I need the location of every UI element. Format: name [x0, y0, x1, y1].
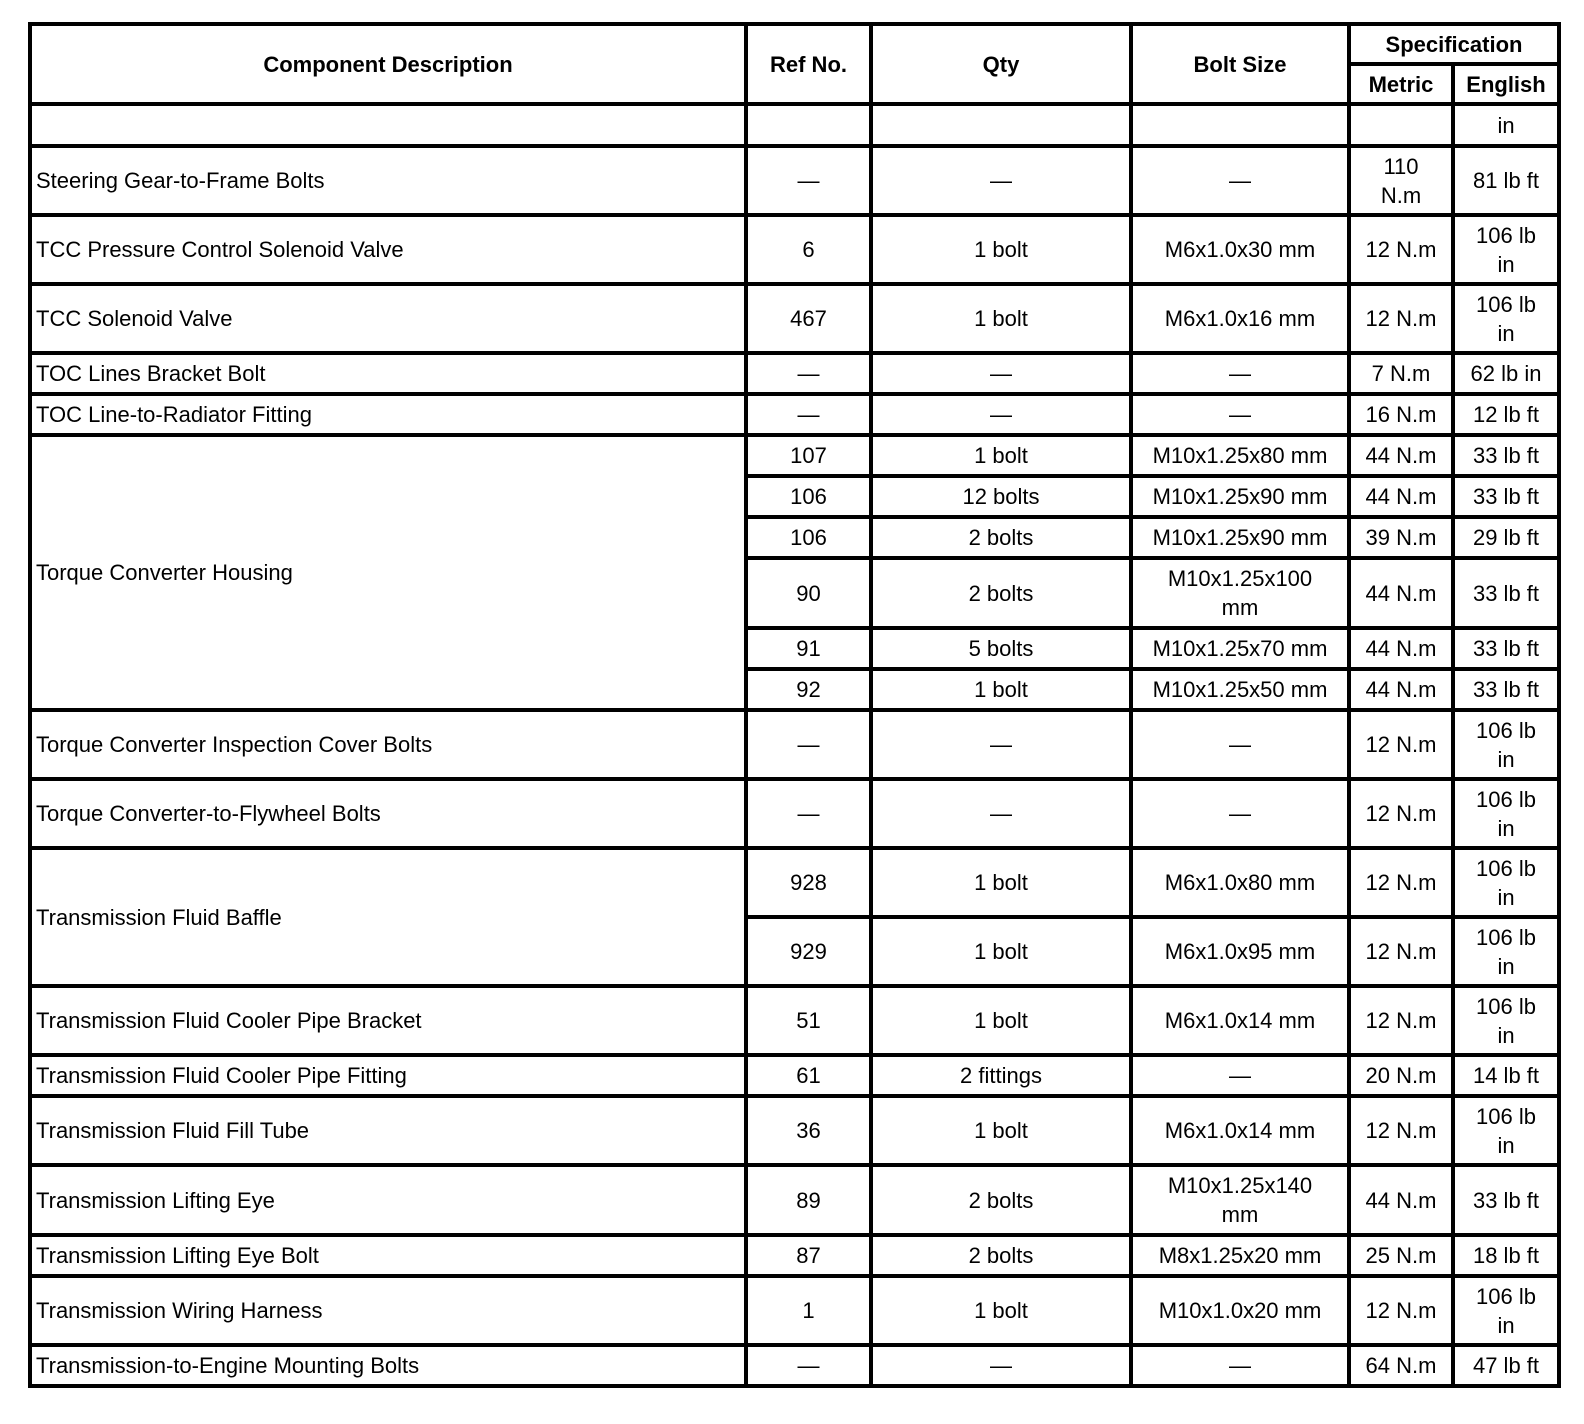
cell-ref: — [746, 353, 871, 394]
cell-metric: 7 N.m [1349, 353, 1453, 394]
cell-metric: 12 N.m [1349, 779, 1453, 848]
table-row [30, 394, 1559, 435]
table-row [30, 104, 1559, 146]
cell-description: Transmission Fluid Cooler Pipe Fitting [30, 1055, 746, 1096]
table-row [30, 1096, 1559, 1165]
cell-metric: 12 N.m [1349, 1276, 1453, 1345]
cell-ref: 929 [746, 917, 871, 986]
cell-english: 12 lb ft [1453, 394, 1559, 435]
cell-qty: 1 bolt [871, 917, 1131, 986]
cell-ref: 51 [746, 986, 871, 1055]
cell-ref: — [746, 1345, 871, 1386]
cell-bolt-size: M6x1.0x95 mm [1131, 917, 1349, 986]
cell-bolt-size: — [1131, 146, 1349, 215]
cell-english: 33 lb ft [1453, 476, 1559, 517]
cell-metric: 12 N.m [1349, 986, 1453, 1055]
table-row [30, 986, 1559, 1055]
cell-ref: 91 [746, 628, 871, 669]
cell-description: Transmission Fluid Baffle [30, 848, 746, 986]
table-row [30, 710, 1559, 779]
cell-english: 62 lb in [1453, 353, 1559, 394]
header-ref-no: Ref No. [746, 24, 871, 104]
header-qty: Qty [871, 24, 1131, 104]
cell-bolt-size: — [1131, 353, 1349, 394]
cell-qty: 1 bolt [871, 986, 1131, 1055]
cell-english: 14 lb ft [1453, 1055, 1559, 1096]
cell-qty: 2 bolts [871, 1165, 1131, 1235]
cell-qty: 2 bolts [871, 1235, 1131, 1276]
cell-description: Torque Converter Housing [30, 435, 746, 710]
cell-description: Steering Gear-to-Frame Bolts [30, 146, 746, 215]
cell-metric: 39 N.m [1349, 517, 1453, 558]
cell-qty: 1 bolt [871, 284, 1131, 353]
cell-bolt-size: M10x1.25x90 mm [1131, 476, 1349, 517]
cell-english: 33 lb ft [1453, 435, 1559, 476]
cell-ref: 36 [746, 1096, 871, 1165]
torque-spec-table-container [28, 22, 1561, 1388]
cell-metric: 12 N.m [1349, 848, 1453, 917]
cell-ref: — [746, 394, 871, 435]
cell-bolt-size: M6x1.0x30 mm [1131, 215, 1349, 284]
cell-description: Torque Converter Inspection Cover Bolts [30, 710, 746, 779]
cell-ref: — [746, 146, 871, 215]
cell-ref: 61 [746, 1055, 871, 1096]
cell-qty: 1 bolt [871, 215, 1131, 284]
cell-metric: 20 N.m [1349, 1055, 1453, 1096]
cell-description: TOC Line-to-Radiator Fitting [30, 394, 746, 435]
header-row-top [30, 24, 1559, 64]
cell-qty: 2 bolts [871, 517, 1131, 558]
cell-description: Transmission Lifting Eye [30, 1165, 746, 1235]
table-row [30, 1165, 1559, 1235]
cell-english: 106 lb in [1453, 848, 1559, 917]
cell-metric: 44 N.m [1349, 476, 1453, 517]
table-row [30, 284, 1559, 353]
cell-ref: 107 [746, 435, 871, 476]
cell-qty: 2 fittings [871, 1055, 1131, 1096]
cell-metric: 44 N.m [1349, 558, 1453, 628]
cell-qty: — [871, 146, 1131, 215]
cell-english: 81 lb ft [1453, 146, 1559, 215]
cell-english: 106 lb in [1453, 215, 1559, 284]
cell-english: in [1453, 104, 1559, 146]
cell-english: 106 lb in [1453, 1096, 1559, 1165]
cell-description: TCC Pressure Control Solenoid Valve [30, 215, 746, 284]
cell-bolt-size: M10x1.25x100 mm [1131, 558, 1349, 628]
cell-description: TOC Lines Bracket Bolt [30, 353, 746, 394]
header-component-description: Component Description [30, 24, 746, 104]
cell-qty: 1 bolt [871, 1096, 1131, 1165]
cell-ref: — [746, 779, 871, 848]
header-english: English [1453, 64, 1559, 104]
cell-english: 18 lb ft [1453, 1235, 1559, 1276]
cell-english: 106 lb in [1453, 284, 1559, 353]
cell-qty: — [871, 779, 1131, 848]
cell-bolt-size: M8x1.25x20 mm [1131, 1235, 1349, 1276]
cell-description: Transmission Lifting Eye Bolt [30, 1235, 746, 1276]
table-row [30, 1235, 1559, 1276]
cell-bolt-size: M6x1.0x14 mm [1131, 986, 1349, 1055]
cell-description: Torque Converter-to-Flywheel Bolts [30, 779, 746, 848]
cell-description: TCC Solenoid Valve [30, 284, 746, 353]
cell-ref: 6 [746, 215, 871, 284]
cell-qty: 1 bolt [871, 848, 1131, 917]
cell-metric: 12 N.m [1349, 1096, 1453, 1165]
cell-description: Transmission Wiring Harness [30, 1276, 746, 1345]
cell-qty: — [871, 353, 1131, 394]
cell-english: 106 lb in [1453, 710, 1559, 779]
cell-metric [1349, 104, 1453, 146]
cell-qty [871, 104, 1131, 146]
table-row [30, 779, 1559, 848]
cell-qty: 1 bolt [871, 435, 1131, 476]
table-row [30, 353, 1559, 394]
cell-metric: 44 N.m [1349, 669, 1453, 710]
cell-ref: 89 [746, 1165, 871, 1235]
cell-metric: 110 N.m [1349, 146, 1453, 215]
cell-english: 33 lb ft [1453, 558, 1559, 628]
cell-english: 29 lb ft [1453, 517, 1559, 558]
cell-bolt-size: — [1131, 710, 1349, 779]
cell-description: Transmission Fluid Fill Tube [30, 1096, 746, 1165]
cell-ref: 928 [746, 848, 871, 917]
cell-metric: 12 N.m [1349, 215, 1453, 284]
cell-english: 33 lb ft [1453, 1165, 1559, 1235]
cell-qty: 1 bolt [871, 669, 1131, 710]
cell-metric: 44 N.m [1349, 628, 1453, 669]
cell-description [30, 104, 746, 146]
table-row [30, 1345, 1559, 1386]
cell-english: 106 lb in [1453, 779, 1559, 848]
cell-qty: 5 bolts [871, 628, 1131, 669]
cell-bolt-size: — [1131, 1345, 1349, 1386]
cell-qty: — [871, 394, 1131, 435]
cell-metric: 12 N.m [1349, 284, 1453, 353]
cell-english: 47 lb ft [1453, 1345, 1559, 1386]
cell-ref: 106 [746, 517, 871, 558]
cell-ref [746, 104, 871, 146]
cell-ref: 467 [746, 284, 871, 353]
cell-bolt-size: M10x1.25x140 mm [1131, 1165, 1349, 1235]
cell-english: 106 lb in [1453, 986, 1559, 1055]
table-row [30, 1055, 1559, 1096]
cell-ref: 90 [746, 558, 871, 628]
header-specification: Specification [1349, 24, 1559, 64]
cell-qty: 2 bolts [871, 558, 1131, 628]
cell-bolt-size: — [1131, 394, 1349, 435]
table-row [30, 215, 1559, 284]
cell-metric: 64 N.m [1349, 1345, 1453, 1386]
cell-description: Transmission-to-Engine Mounting Bolts [30, 1345, 746, 1386]
table-row [30, 435, 1559, 476]
cell-qty: — [871, 710, 1131, 779]
cell-ref: 87 [746, 1235, 871, 1276]
cell-qty: — [871, 1345, 1131, 1386]
cell-bolt-size: M10x1.0x20 mm [1131, 1276, 1349, 1345]
cell-bolt-size: M6x1.0x16 mm [1131, 284, 1349, 353]
cell-metric: 12 N.m [1349, 917, 1453, 986]
cell-description: Transmission Fluid Cooler Pipe Bracket [30, 986, 746, 1055]
table-row [30, 146, 1559, 215]
table-row [30, 848, 1559, 917]
cell-bolt-size: — [1131, 779, 1349, 848]
cell-metric: 44 N.m [1349, 1165, 1453, 1235]
cell-bolt-size: M6x1.0x80 mm [1131, 848, 1349, 917]
cell-english: 106 lb in [1453, 1276, 1559, 1345]
cell-english: 33 lb ft [1453, 628, 1559, 669]
table-row [30, 1276, 1559, 1345]
cell-metric: 25 N.m [1349, 1235, 1453, 1276]
cell-metric: 44 N.m [1349, 435, 1453, 476]
cell-ref: 1 [746, 1276, 871, 1345]
cell-qty: 12 bolts [871, 476, 1131, 517]
cell-ref: 106 [746, 476, 871, 517]
cell-bolt-size: M10x1.25x70 mm [1131, 628, 1349, 669]
cell-ref: 92 [746, 669, 871, 710]
header-bolt-size: Bolt Size [1131, 24, 1349, 104]
cell-english: 33 lb ft [1453, 669, 1559, 710]
header-metric: Metric [1349, 64, 1453, 104]
cell-bolt-size: M10x1.25x90 mm [1131, 517, 1349, 558]
cell-bolt-size: M10x1.25x50 mm [1131, 669, 1349, 710]
cell-metric: 16 N.m [1349, 394, 1453, 435]
torque-spec-table [28, 22, 1561, 1388]
cell-bolt-size: M6x1.0x14 mm [1131, 1096, 1349, 1165]
cell-ref: — [746, 710, 871, 779]
cell-bolt-size: — [1131, 1055, 1349, 1096]
cell-qty: 1 bolt [871, 1276, 1131, 1345]
cell-metric: 12 N.m [1349, 710, 1453, 779]
cell-bolt-size: M10x1.25x80 mm [1131, 435, 1349, 476]
cell-bolt-size [1131, 104, 1349, 146]
cell-english: 106 lb in [1453, 917, 1559, 986]
